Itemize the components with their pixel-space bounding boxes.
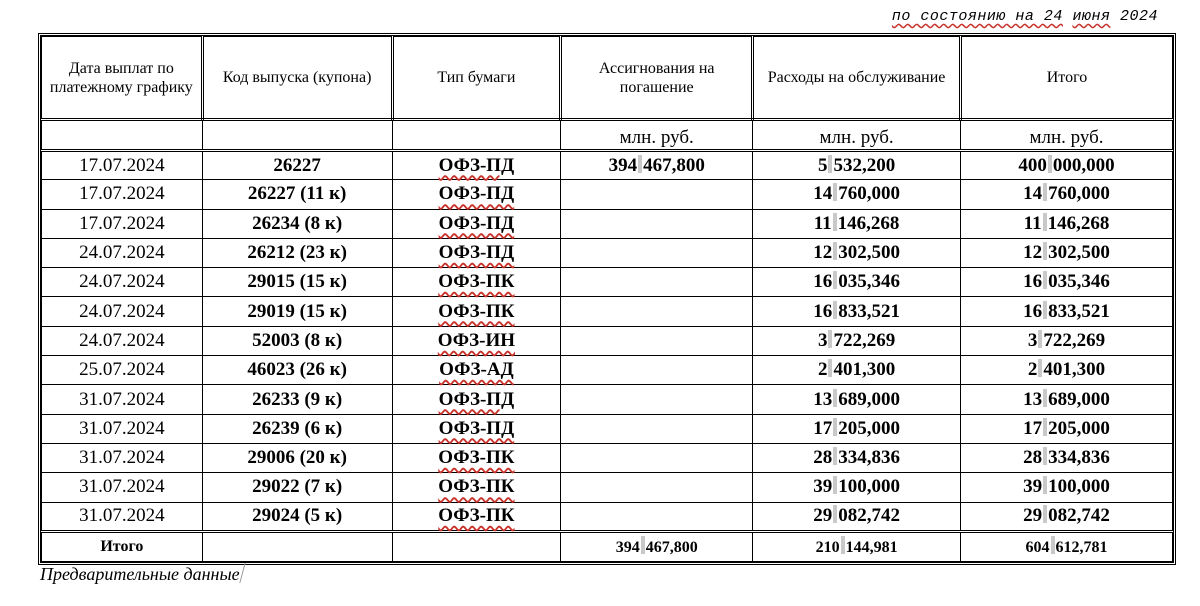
table-row [42,414,1173,443]
row-service: 13 689,000 [753,385,961,414]
row-date: 17.07.2024 [42,209,203,238]
row-service: 12 302,500 [753,238,961,267]
group-separator-marker [833,505,837,523]
row-redemption [561,238,753,267]
total-empty-cell [202,531,392,561]
security-type-label: ОФЗ-ПД [438,242,515,264]
row-total: 29 082,742 [961,502,1173,531]
row-redemption [561,180,753,209]
row-redemption [561,356,753,385]
security-type-label: ОФЗ-АД [439,359,514,381]
row-type [392,268,561,297]
group-separator-marker [833,301,837,319]
row-service: 14 760,000 [753,180,961,209]
row-date: 31.07.2024 [42,502,203,531]
unit-cell [202,120,392,151]
row-service: 2 401,300 [753,356,961,385]
row-date: 24.07.2024 [42,238,203,267]
row-code: 26227 [202,151,392,180]
group-separator-marker [1043,389,1047,407]
security-type-label: ОФЗ-ПД [438,183,515,205]
security-type-label: ОФЗ-ПД [438,154,515,176]
footnote [40,563,243,585]
col-header-redemption: Ассигнования на погашение [561,37,753,120]
row-total: 28 334,836 [961,443,1173,472]
col-header-date: Дата выплат по платежному графику [42,37,203,120]
row-date: 24.07.2024 [42,268,203,297]
group-separator-marker [833,271,837,289]
row-service: 39 100,000 [753,473,961,502]
row-redemption [561,326,753,355]
row-redemption [561,209,753,238]
table-body [42,151,1173,532]
row-service: 28 334,836 [753,443,961,472]
row-service: 3 722,269 [753,326,961,355]
row-code: 29019 (15 к) [202,297,392,326]
group-separator-marker [833,242,837,260]
row-total: 3 722,269 [961,326,1173,355]
row-service: 29 082,742 [753,502,961,531]
units-row [42,120,1173,151]
total-service: 210 144,981 [753,531,961,561]
total-redemption: 394 467,800 [561,531,753,561]
as-of-month: июня [1072,8,1111,25]
group-separator-marker [828,155,832,173]
security-type-label: ОФЗ-ПК [438,447,515,469]
table-row [42,238,1173,267]
row-type [392,326,561,355]
row-redemption [561,297,753,326]
security-type-label: ОФЗ-ПК [438,505,515,527]
row-total: 39 100,000 [961,473,1173,502]
group-separator-marker [833,183,837,201]
group-separator-marker [1048,155,1052,173]
as-of-year: 2024 [1119,8,1158,25]
table-row [42,473,1173,502]
row-redemption [561,473,753,502]
row-total: 13 689,000 [961,385,1173,414]
security-type-label: ОФЗ-ПД [438,388,515,410]
row-type [392,443,561,472]
row-code: 52003 (8 к) [202,326,392,355]
row-type [392,297,561,326]
col-header-service: Расходы на обслуживание [753,37,961,120]
group-separator-marker [1051,536,1055,554]
row-date: 25.07.2024 [42,356,203,385]
table-row [42,356,1173,385]
table-row [42,297,1173,326]
row-redemption: 394 467,800 [561,151,753,180]
security-type-label: ОФЗ-ПК [438,476,515,498]
unit-cell: млн. руб. [561,120,753,151]
row-date: 24.07.2024 [42,326,203,355]
row-service: 16 035,346 [753,268,961,297]
row-total: 11 146,268 [961,209,1173,238]
group-separator-marker [1043,418,1047,436]
security-type-label: ОФЗ-ПД [438,212,515,234]
group-separator-marker [833,389,837,407]
table-row [42,502,1173,531]
table-row [42,443,1173,472]
footnote-text: Предварительные данные [40,564,240,584]
row-date: 31.07.2024 [42,473,203,502]
unit-cell [392,120,561,151]
total-label: Итого [42,531,203,561]
row-type [392,502,561,531]
total-row [42,531,1173,561]
unit-cell [42,120,203,151]
table-row [42,151,1173,180]
group-separator-marker [1038,330,1042,348]
row-service: 11 146,268 [753,209,961,238]
unit-cell: млн. руб. [753,120,961,151]
total-sum: 604 612,781 [961,531,1173,561]
row-redemption [561,502,753,531]
payments-table-frame [38,33,1176,565]
table-row [42,209,1173,238]
payments-table [41,36,1173,562]
unit-cell: млн. руб. [961,120,1173,151]
group-separator-marker [828,330,832,348]
group-separator-marker [1043,271,1047,289]
row-type [392,209,561,238]
col-header-type: Тип бумаги [392,37,561,120]
row-total: 2 401,300 [961,356,1173,385]
row-type [392,356,561,385]
security-type-label: ОФЗ-ПД [438,417,515,439]
row-type [392,414,561,443]
row-redemption [561,268,753,297]
row-type [392,385,561,414]
table-row [42,268,1173,297]
row-code: 26239 (6 к) [202,414,392,443]
row-total: 12 302,500 [961,238,1173,267]
group-separator-marker [833,213,837,231]
row-date: 17.07.2024 [42,180,203,209]
group-separator-marker [1043,301,1047,319]
row-service: 17 205,000 [753,414,961,443]
group-separator-marker [638,155,642,173]
group-separator-marker [833,447,837,465]
row-code: 29024 (5 к) [202,502,392,531]
row-type [392,238,561,267]
row-date: 31.07.2024 [42,385,203,414]
total-empty-cell [392,531,561,561]
security-type-label: ОФЗ-ПК [438,300,515,322]
row-total: 17 205,000 [961,414,1173,443]
row-code: 29006 (20 к) [202,443,392,472]
row-total: 14 760,000 [961,180,1173,209]
security-type-label: ОФЗ-ПК [438,271,515,293]
security-type-label: ОФЗ-ИН [437,329,516,351]
col-header-total: Итого [961,37,1173,120]
row-service: 16 833,521 [753,297,961,326]
row-code: 26227 (11 к) [202,180,392,209]
group-separator-marker [1043,505,1047,523]
group-separator-marker [1043,183,1047,201]
row-type [392,473,561,502]
row-date: 24.07.2024 [42,297,203,326]
row-total: 16 833,521 [961,297,1173,326]
row-redemption [561,385,753,414]
row-redemption [561,443,753,472]
group-separator-marker [1043,447,1047,465]
row-date: 31.07.2024 [42,443,203,472]
group-separator-marker [1043,213,1047,231]
as-of-date [892,8,1158,25]
table-row [42,385,1173,414]
row-code: 29022 (7 к) [202,473,392,502]
group-separator-marker [828,359,832,377]
group-separator-marker [641,536,645,554]
table-row [42,180,1173,209]
row-date: 17.07.2024 [42,151,203,180]
group-separator-marker [1038,359,1042,377]
col-header-code: Код выпуска (купона) [202,37,392,120]
group-separator-marker [833,418,837,436]
group-separator-marker [1043,242,1047,260]
row-code: 26212 (23 к) [202,238,392,267]
row-redemption [561,414,753,443]
group-separator-marker [833,476,837,494]
row-code: 46023 (26 к) [202,356,392,385]
row-code: 26234 (8 к) [202,209,392,238]
row-total: 400 000,000 [961,151,1173,180]
row-code: 29015 (15 к) [202,268,392,297]
row-code: 26233 (9 к) [202,385,392,414]
group-separator-marker [1043,476,1047,494]
row-type [392,180,561,209]
group-separator-marker [841,536,845,554]
row-type [392,151,561,180]
row-service: 5 532,200 [753,151,961,180]
header-row [42,37,1173,120]
row-date: 31.07.2024 [42,414,203,443]
table-row [42,326,1173,355]
row-total: 16 035,346 [961,268,1173,297]
as-of-prefix: по состоянию на 24 [891,8,1063,25]
